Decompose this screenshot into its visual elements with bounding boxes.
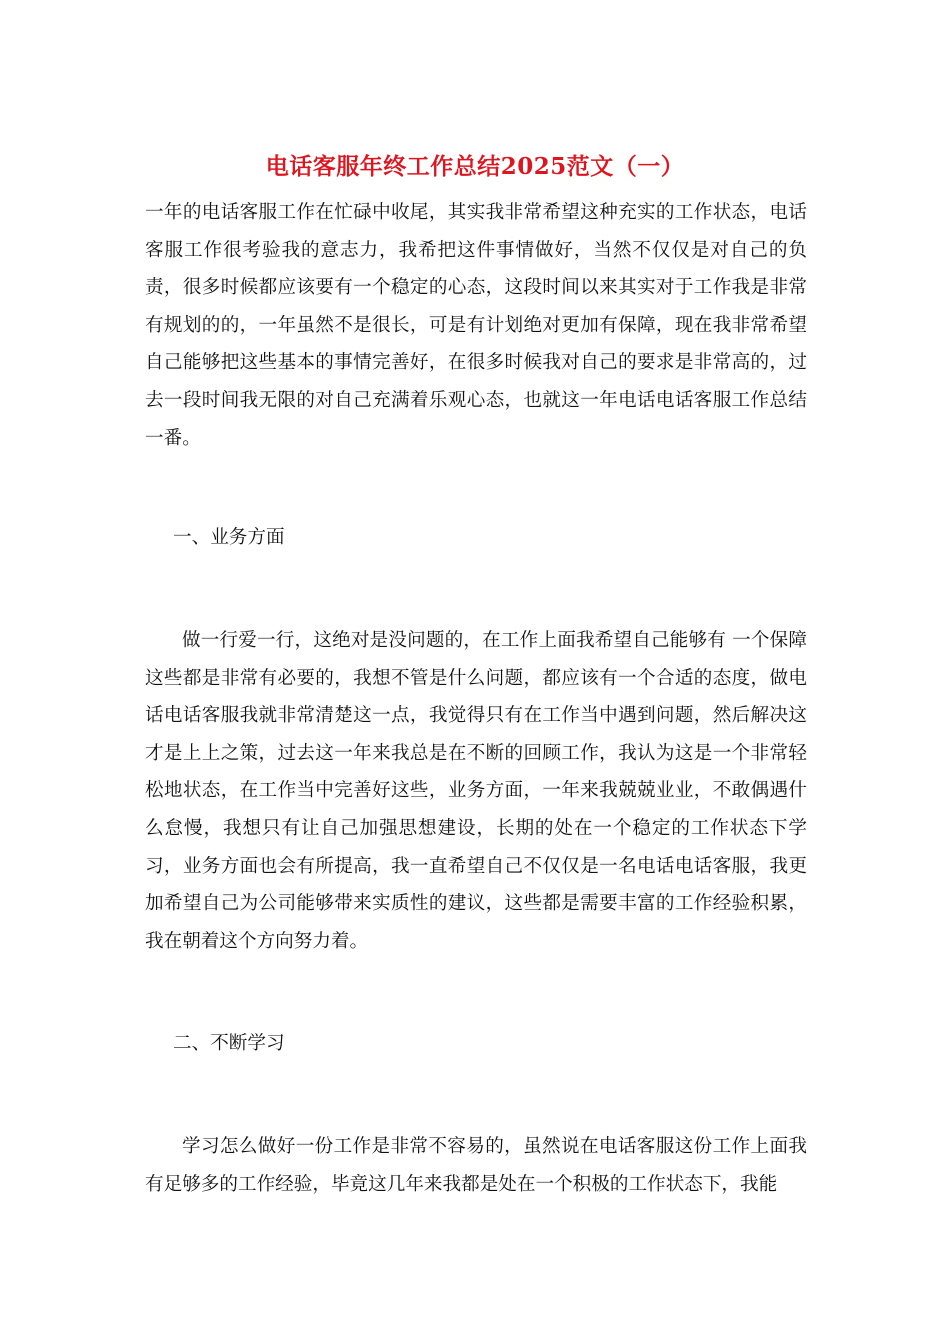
intro-paragraph: 一年的电话客服工作在忙碌中收尾，其实我非常希望这种充实的工作状态，电话客服工作很考验我的意志力，我希把这件事情做好，当然不仅仅是对自己的负责，很多时候都应该要有一个稳定的心态，这段时间以来其实对于工作我是非常有规划的的，一年虽然不是很长，可是有计划绝对更加有保障，现在我非常希望自己能够把这些基本的事情完善好，在很多时候我对自己的要求是非常高的，过去一段时间我无限的对自己充满着乐观心态，也就这一年电话电话客服工作总结一番。	[145, 202, 807, 449]
document-title: 电话客服年终工作总结2025范文（一）	[265, 153, 685, 180]
business-paragraph: 做一行爱一行，这绝对是没问题的，在工作上面我希望自己能够有 一个保障这些都是非常有必要的，我想不管是什么问题，都应该有一个合适的态度，做电话电话客服我就非常清楚这一点，我觉得只有在工作当中遇到问题，然后解决这才是上上之策，过去这一年来我总是在不断的回顾工作，我认为这是一个非常轻松地状态，在工作当中完善好这些，业务方面，一年来我兢兢业业，不敢偶遇什么怠慢，我想只有让自己加强思想建设，长期的处在一个稳定的工作状态下学习，业务方面也会有所提高，我一直希望自己不仅仅是一名电话电话客服，我更加希望自己为公司能够带来实质性的建议，这些都是需要丰富的工作经验积累，我在朝着这个方向努力着。	[145, 630, 807, 952]
section-heading-business: 一、业务方面	[173, 527, 285, 548]
learning-paragraph: 学习怎么做好一份工作是非常不容易的，虽然说在电话客服这份工作上面我有足够多的工作经验，毕竟这几年来我都是处在一个积极的工作状态下，我能	[145, 1136, 807, 1195]
section-heading-learning: 二、不断学习	[173, 1033, 285, 1054]
